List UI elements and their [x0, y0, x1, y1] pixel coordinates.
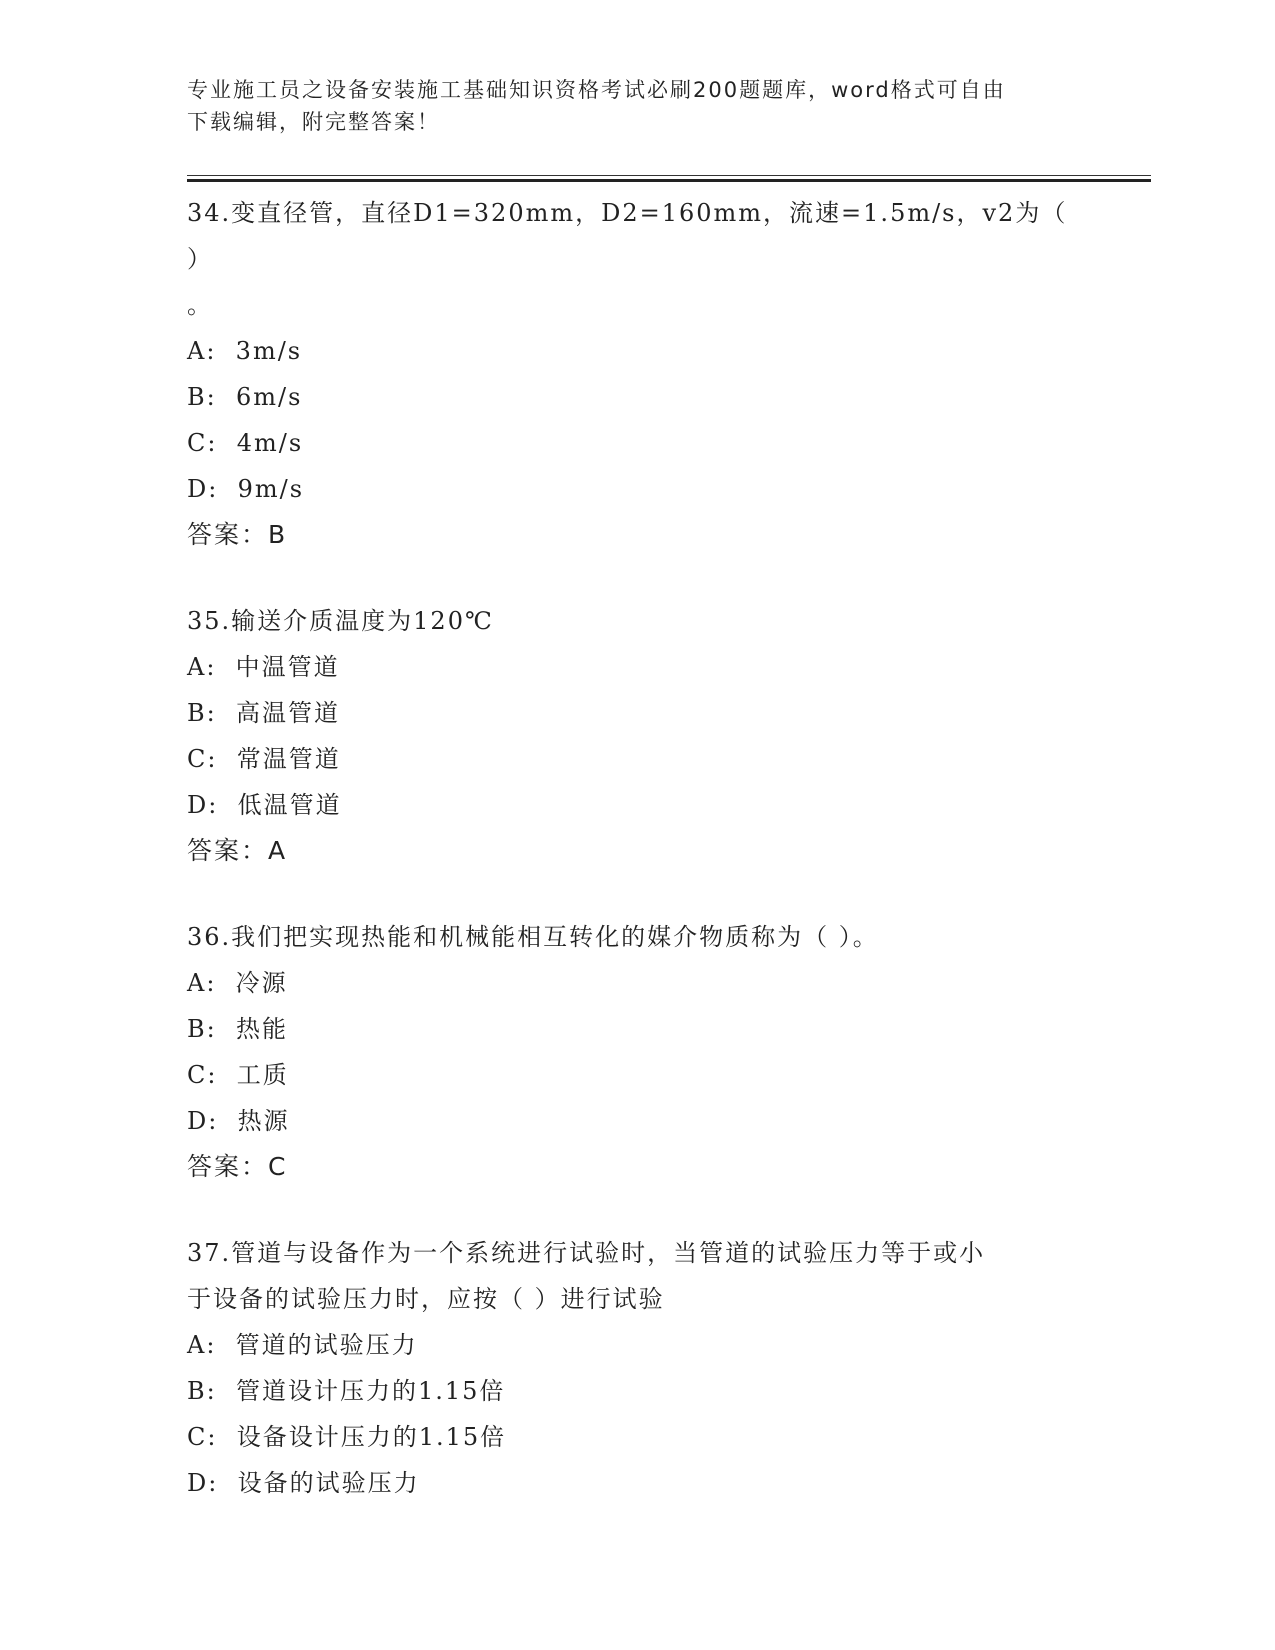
option-a: A: 3m/s [187, 337, 303, 365]
question-stem [187, 1230, 1087, 1322]
question-37 [187, 1230, 1087, 1506]
header-line-1: 专业施工员之设备安装施工基础知识资格考试必刷200题题库，word格式可自由 [187, 78, 1006, 102]
header-divider-thick [187, 179, 1151, 182]
question-stem-continuation: 于设备的试验压力时，应按（ ）进行试验 [187, 1285, 665, 1313]
question-stem [187, 190, 1087, 328]
option-b: B: 热能 [187, 1015, 288, 1043]
option-a: A: 中温管道 [187, 653, 340, 681]
option-b: B: 6m/s [187, 383, 303, 411]
question-35 [187, 598, 1087, 874]
question-stem-line: 36.我们把实现热能和机械能相互转化的媒介物质称为（ ）。 [187, 923, 879, 951]
option-c: C: 常温管道 [187, 745, 341, 773]
question-stem [187, 914, 1087, 960]
header-divider-thin [187, 175, 1151, 176]
question-spacer [187, 1190, 1087, 1230]
option-d: D: 9m/s [187, 475, 305, 503]
answer-line: 答案：B [187, 520, 288, 549]
document-header [187, 74, 1087, 138]
option-b: B: 管道设计压力的1.15倍 [187, 1377, 506, 1405]
answer-line: 答案：C [187, 1152, 288, 1181]
question-stem-line: 37.管道与设备作为一个系统进行试验时，当管道的试验压力等于或小 [187, 1239, 986, 1267]
header-line-2: 下载编辑，附完整答案！ [187, 110, 440, 134]
option-d: D: 低温管道 [187, 791, 342, 819]
question-list [187, 190, 1087, 1506]
question-stem-continuation: 。 [187, 291, 213, 319]
question-stem [187, 598, 1087, 644]
option-a: A: 冷源 [187, 969, 288, 997]
question-34 [187, 190, 1087, 558]
option-c: C: 工质 [187, 1061, 289, 1089]
question-spacer [187, 558, 1087, 598]
answer-line: 答案：A [187, 836, 288, 865]
option-a: A: 管道的试验压力 [187, 1331, 418, 1359]
question-36 [187, 914, 1087, 1190]
question-stem-line: 34.变直径管，直径D1=320mm，D2=160mm，流速=1.5m/s，v2为（ ） [187, 199, 1068, 273]
option-c: C: 4m/s [187, 429, 304, 457]
option-b: B: 高温管道 [187, 699, 340, 727]
question-spacer [187, 874, 1087, 914]
question-stem-line: 35.输送介质温度为120℃ [187, 607, 494, 635]
option-c: C: 设备设计压力的1.15倍 [187, 1423, 507, 1451]
option-d: D: 热源 [187, 1107, 290, 1135]
option-d: D: 设备的试验压力 [187, 1469, 420, 1497]
